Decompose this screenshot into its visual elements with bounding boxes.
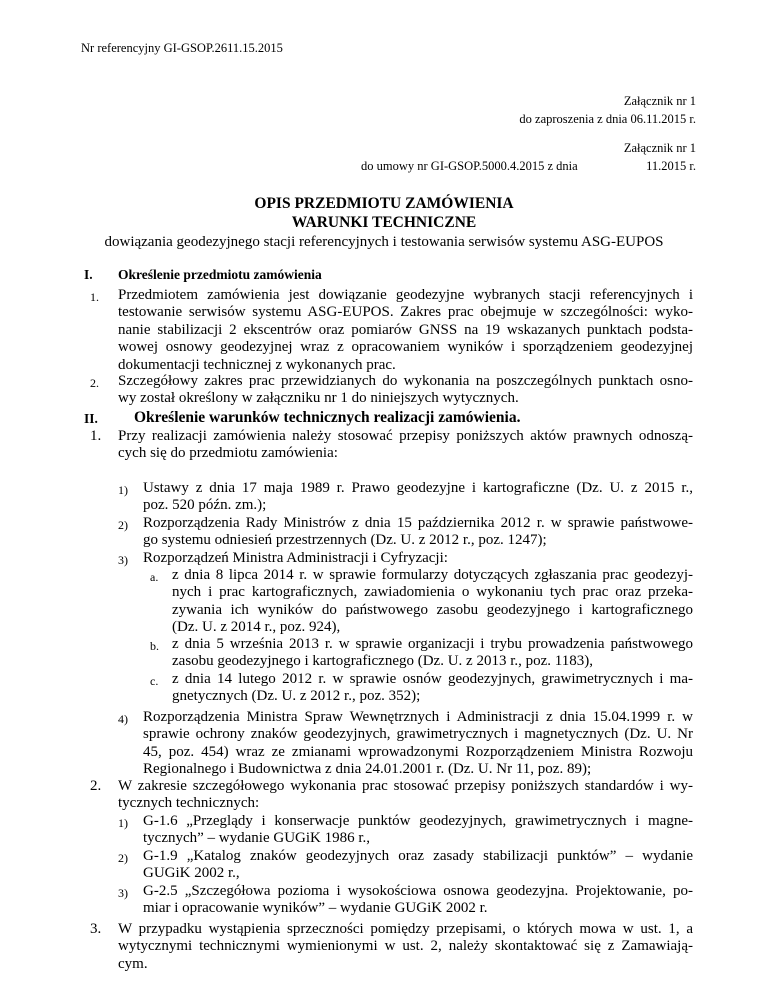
paragraph	[143, 709, 693, 779]
line: nanie stabilizacji 2 ekscentrów oraz pomiarów GNSS na 19 wskazanych punktach podsta-	[118, 321, 693, 338]
line: Regionalnego i Budownictwa z dnia 24.01.2001 r. (Dz. U. Nr 11, poz. 89);	[143, 761, 592, 778]
section-number: I.	[84, 267, 93, 282]
list-number: 1.	[90, 290, 99, 304]
line: G-1.9 „Katalog znaków geodezyjnych oraz zasady stabilizacji punktów” – wydanie	[143, 848, 693, 864]
line: Szczegółowy zakres prac przewidzianych do wykonania na poszczególnych punktach osno-	[118, 373, 693, 389]
section-number: II.	[84, 411, 98, 426]
line: GUGiK 2002 r.,	[143, 865, 240, 882]
attachment-label-2: Załącznik nr 1	[623, 141, 696, 155]
line: Rozporządzenia Ministra Spraw Wewnętrznych i Administracji z dnia 15.04.1999 r. w	[143, 709, 693, 725]
line: G-1.6 „Przeglądy i konserwacje punktów geodezyjnych, grawimetrycznych i magne-	[143, 813, 693, 829]
line: cym.	[118, 955, 148, 972]
paragraph	[143, 550, 448, 567]
page-description: dowiązania geodezyjnego stacji referencyjnych i testowania serwisów systemu ASG-EUPOS	[104, 234, 664, 250]
list-letter: c.	[150, 674, 159, 688]
line: Rozporządzenia Rady Ministrów z dnia 15 października 2012 r. w sprawie państwowe-	[143, 515, 693, 531]
line: tycznych technicznych:	[118, 795, 260, 812]
line: miar i opracowanie wyników” – wydanie GUGiK 2002 r.	[143, 900, 488, 917]
line: wowej osnowy geodezyjnej wraz z opracowaniem wyników i sporządzeniem geodezyjnej	[118, 339, 693, 356]
paragraph	[143, 480, 693, 515]
list-number: 4)	[118, 712, 128, 726]
line: go systemu odniesień przestrzennych (Dz. U. z 2012 r., poz. 1247);	[143, 532, 547, 549]
line: W przypadku wystąpienia sprzeczności pomiędzy przepisami, o których mowa w ust. 1, a	[118, 921, 693, 937]
line: testowanie serwisów systemu ASG-EUPOS. Zakres prac obejmuje w szczególności: wyko-	[118, 304, 693, 321]
reference-number: Nr referencyjny GI-GSOP.2611.15.2015	[81, 41, 283, 55]
line: zasobu geodezyjnego i kartograficznego (Dz. U. z 2013 r., poz. 1183),	[172, 653, 593, 670]
page-subtitle: WARUNKI TECHNICZNE	[291, 214, 477, 231]
list-number: 2)	[118, 518, 128, 532]
section-heading: Określenie przedmiotu zamówienia	[118, 267, 322, 282]
line: sprawie ochrony znaków geodezyjnych, grawimetrycznych i magnetycznych (Dz. U. Nr	[143, 726, 693, 743]
line: tycznych” – wydanie GUGiK 1986 r.,	[143, 830, 371, 847]
list-letter: a.	[150, 570, 159, 584]
paragraph	[172, 567, 693, 637]
line: (Dz. U. z 2014 r., poz. 924),	[172, 619, 341, 636]
line: Rozporządzeń Ministra Administracji i Cyfryzacji:	[143, 550, 448, 566]
list-letter: b.	[150, 639, 159, 653]
line: Przedmiotem zamówienia jest dowiązanie geodezyjne wybranych stacji referencyjnych i	[118, 287, 693, 303]
paragraph	[118, 778, 693, 813]
page-title: OPIS PRZEDMIOTU ZAMÓWIENIA	[254, 195, 514, 212]
line: Ustawy z dnia 17 maja 1989 r. Prawo geodezyjne i kartograficzne (Dz. U. z 2015 r.,	[143, 480, 693, 496]
line: 45, poz. 454) wraz ze zmianami wprowadzonymi Rozporządzeniem Ministra Rozwoju	[143, 743, 693, 760]
line: W zakresie szczegółowego wykonania prac stosować przepisy poniższych standardów i wy-	[118, 778, 693, 794]
paragraph	[143, 883, 693, 918]
line: z dnia 5 września 2013 r. w sprawie organizacji i trybu prowadzenia państwowego	[172, 636, 693, 652]
section-heading: Określenie warunków technicznych realizacji zamówienia.	[134, 409, 521, 426]
invitation-date: do zaproszenia z dnia 06.11.2015 r.	[519, 112, 696, 126]
line: poz. 520 późn. zm.);	[143, 497, 267, 514]
contract-date: 11.2015 r.	[646, 159, 696, 173]
line: cych się do przedmiotu zamówienia:	[118, 445, 338, 462]
list-number: 2.	[90, 778, 102, 794]
paragraph	[118, 921, 693, 973]
list-number: 3)	[118, 886, 128, 900]
line: Przy realizacji zamówienia należy stosować przepisy poniższych aktów prawnych odnoszą-	[118, 428, 693, 444]
line: gnetycznych (Dz. U. z 2012 r., poz. 352);	[172, 688, 421, 705]
line: dokumentacji technicznej z wykonanych prac.	[118, 356, 396, 373]
paragraph	[172, 636, 693, 671]
line: G-2.5 „Szczegółowa pozioma i wysokościowa osnowa geodezyjna. Projektowanie, po-	[143, 883, 693, 899]
list-number: 1)	[118, 816, 128, 830]
list-number: 1)	[118, 483, 128, 497]
list-number: 1.	[90, 428, 102, 444]
contract-number: do umowy nr GI-GSOP.5000.4.2015 z dnia	[361, 159, 578, 173]
list-number: 3)	[118, 553, 128, 567]
line: nych i prac kartograficznych, zawiadomienia o wykonaniu tych prac oraz przeka-	[172, 584, 693, 601]
paragraph	[118, 428, 693, 463]
list-number: 2.	[90, 376, 99, 390]
paragraph	[143, 848, 693, 883]
line: wytycznymi technicznymi wymienionymi w ust. 2, należy skontaktować się z Zamawiają-	[118, 938, 693, 955]
list-number: 3.	[90, 921, 102, 937]
paragraph	[172, 671, 693, 706]
paragraph	[143, 813, 693, 848]
line: z dnia 8 lipca 2014 r. w sprawie formularzy dotyczących zgłaszania prac geodezyj-	[172, 567, 693, 583]
line: wy został określony w załączniku nr 1 do niniejszych wytycznych.	[118, 390, 519, 407]
paragraph	[118, 373, 693, 408]
paragraph	[143, 515, 693, 550]
list-number: 2)	[118, 851, 128, 865]
attachment-label: Załącznik nr 1	[623, 94, 696, 108]
line: z dnia 14 lutego 2012 r. w sprawie osnów geodezyjnych, grawimetrycznych i ma-	[172, 671, 693, 687]
line: zywania ich wyników do państwowego zasobu geodezyjnego i kartograficznego	[172, 601, 693, 618]
paragraph	[118, 287, 693, 374]
